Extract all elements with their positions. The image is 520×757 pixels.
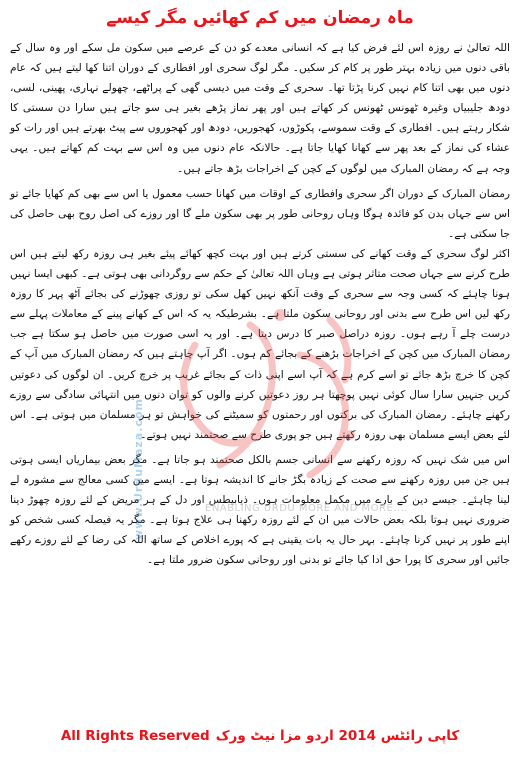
copyright-footer [0,728,520,744]
watermark-side-text: www.UrduMaza.com [132,398,145,540]
article-body [10,38,510,575]
paragraph-4: اس میں شک نہیں کہ روزہ رکھنے سے انسانی جسم بالکل صحتمند ہو جاتا ہے۔ مگر بعض بیماریاں ایسی ہوتی ہیں جن میں روزہ رکھنے سے صحت کے زیادہ بگڑ جانے کا اندیشہ ہوتا ہے۔ ایسے میں کسی معالج سے مشورہ لے لینا چاہئے۔ جیسے دین کے بارے میں مکمل معلومات ہوں۔ ذیابیطس اور دل کے ہر مریض کے لئے روزہ چھوڑ دینا ضروری نہیں ہوتا بلکہ بعض حالات میں ان کے لئے روزہ رکھنا ہی علاج ہوتا ہے۔ مگر یہ فیصلہ کسی شخص کو اپنے طور پر نہیں کرنا چاہئے۔ بہر حال یہ بات یقینی ہے کہ پورے اخلاص کے ساتھ اللہ کی رضا کے لئے روزے رکھے جائیں اور سحری کا پورا حق ادا کیا جائے تو بدنی اور روحانی سکون ضرور ملتا ہے۔ [10,453,510,567]
copyright-english: All Rights Reserved [60,728,210,744]
article-title: ماہ رمضان میں کم کھائیں مگر کیسے [106,8,414,28]
paragraph-3: اکثر لوگ سحری کے وقت کھانے کی سستی کرتے ہیں اور بہت کچھ کھائے پیئے بغیر ہی روزہ رکھ لیتے ہیں اس طرح کرنے سے جہاں صحت متاثر ہوتی ہے وہاں اللہ تعالیٰ کے حکم سے روگردانی بھی ہوتی ہے۔ کبھی ایسا نہیں ہونا چاہئے کہ کسی وجہ سے سحری کے وقت آنکھ نہیں کھل سکی تو روزی چھوڑنے کی بجائے آٹھ پہر کا روزہ رکھ لیں اس طرح سے بدنی اور روحانی سکون ملتا ہے۔ بشرطیکہ یہ کہ اس کے کھانے پینے کے معاملات پہلے سے درست چلے آ رہے ہوں۔ روزہ دراصل صبر کا درس دیتا ہے۔ اور یہ اسی صورت میں حاصل ہو سکتا ہے جب رمضان المبارک میں کچن کے اخراجات بڑھنے کے بجائے کم ہوں۔ اگر آپ چاہتے ہیں کہ رمضان المبارک میں آپ کے کچن کا خرچ بڑھ جائے تو اسے کرم ہے کہ آپ اسے اپنی ذات کے بجائے غریب پر خرچ کریں۔ ان لوگوں کی دعوتیں کریں جنہیں سارا سال کوئی نہیں پوچھتا ہر روز دعوتیں کرنے والوں کو توان دنوں میں انتہائی سادگی سے روزے رکھنے چاہئے۔ رمضان المبارک کی برکتوں اور رحمتوں کو سمیٹنے کی خواہش تو ہر مسلمان میں ہوتی ہے۔ اس لئے بعض ایسے مسلمان بھی روزہ رکھتے ہیں جو پوری طرح سے صحتمند نہیں ہوتے۔ [10,247,510,441]
watermark-tagline: ENABLING URDU MORE AND MORE.... [205,503,409,514]
paragraph-2: رمضان المبارک کے دوران اگر سحری وافطاری کے اوقات میں کھانا حسب معمول یا اس سے بھی کم کھایا جائے تو اس سے جہاں بدن کو فائدہ ہوگا وہاں روحانی طور پر بھی سکون ملے گا اور روزے کی اصل روح بھی حاصل کی جا سکتی ہے۔ [10,187,510,240]
paragraph-1: اللہ تعالیٰ نے روزہ اس لئے فرض کیا ہے کہ انسانی معدے کو دن کے عرصے میں سکون مل سکے اور وہ سال کے باقی دنوں میں زیادہ بہتر طور پر کام کر سکیں۔ مگر لوگ سحری اور افطاری کے دوران اتنا کھا لیتے ہیں کہ عام دنوں میں بھی اتنا کام نہیں کرنا پڑتا تھا۔ سحری کے وقت میں دیسی گھی کے پراٹھے، چھولے نہاری، پھینی، لسی، دودھ جلیبیاں وغیرہ ٹھونس ٹھونس کر کھاتے ہیں اور پھر نماز پڑھے بغیر ہی سو جاتے ہیں سارا دن سستی کا شکار رہتے ہیں۔ افطاری کے وقت سموسے، پکوڑوں، کھجوریں، دودھ اور کھجوروں سے پیٹ بھرتے ہیں اور رات کو عشاء کی نماز کے بعد پھر سے کھانا کھایا جاتا ہے۔ حالانکہ عام دنوں میں وہ اس سے بہت کم کھاتے ہیں۔ یہی وجہ ہے کہ رمضان المبارک میں لوگوں کے کچن کے اخراجات بڑھ جاتے ہیں۔ [10,42,510,175]
copyright-urdu: کاپی رائٹس 2014 اردو مزا نیٹ ورک [215,728,460,744]
